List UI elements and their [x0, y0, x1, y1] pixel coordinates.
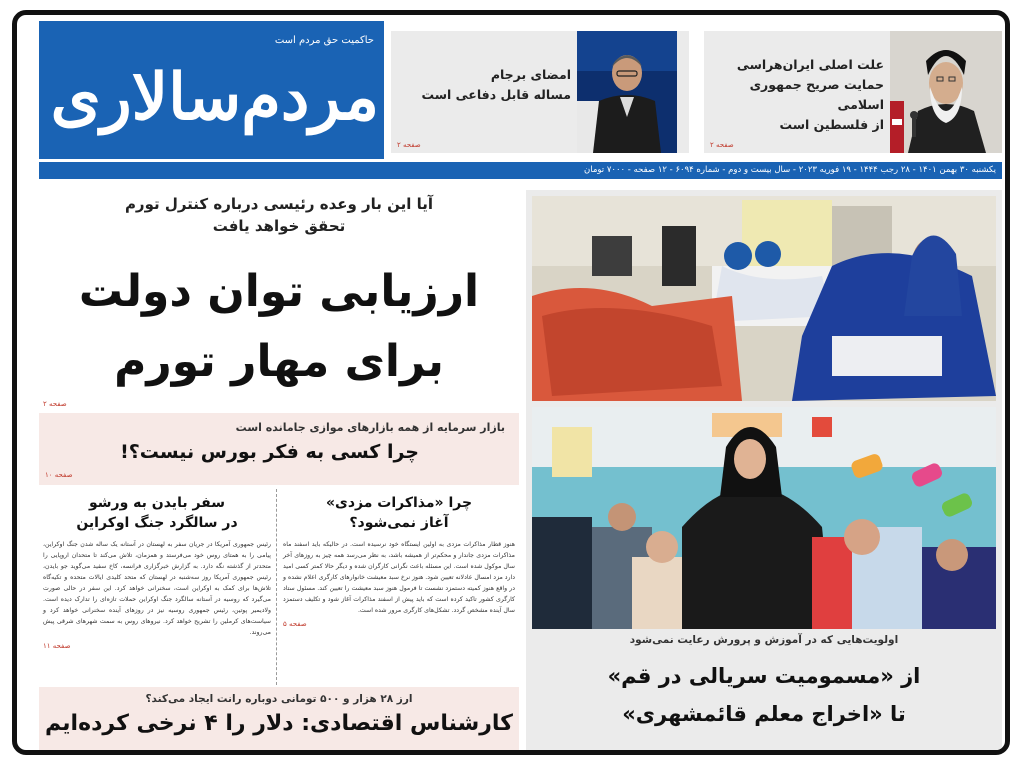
lead-headline[interactable]	[39, 257, 519, 397]
lead-kicker-line-2: تحقق خواهد یافت	[212, 217, 346, 235]
wage-page-ref: صفحه ۵	[283, 620, 307, 628]
biden-story[interactable]	[43, 493, 271, 650]
teaser-jcpoa-page-ref: صفحه ۲	[397, 141, 421, 149]
wage-story[interactable]	[283, 493, 515, 628]
photo-story-title-line-1: از «مسمومیت سریالی در قم»	[607, 664, 921, 688]
photo-story-title[interactable]	[532, 657, 996, 733]
teaser-jcpoa-line-2: مساله قابل دفاعی است	[421, 87, 571, 102]
column-divider	[276, 489, 277, 685]
classroom-photo	[532, 407, 996, 629]
bourse-title: چرا کسی به فکر بورس نیست؟!	[120, 441, 419, 463]
wage-title-line-2: آغاز نمی‌شود؟	[349, 515, 449, 531]
photo-story-title-line-2: تا «اخراج معلم قائمشهری»	[622, 702, 906, 726]
biden-title-line-2: در سالگرد جنگ اوکراین	[76, 515, 238, 531]
dateline-bar: یکشنبه ۳۰ بهمن ۱۴۰۱ - ۲۸ رجب ۱۴۴۴ - ۱۹ فوریه ۲۰۲۳ - سال بیست و دوم - شماره ۶۰۹۴ - ۱۲ صفحه - ۷۰۰۰ تومان	[39, 162, 1002, 179]
lead-headline-line-2: برای مهار تورم	[114, 336, 444, 387]
bourse-story[interactable]	[39, 413, 519, 485]
wage-title	[283, 493, 515, 533]
teaser-leader[interactable]	[704, 31, 1002, 153]
teaser-leader-page-ref: صفحه ۲	[710, 141, 734, 149]
masthead-logo-box[interactable]	[39, 21, 384, 159]
dollar-title: کارشناس اقتصادی: دلار را ۴ نرخی کرده‌ایم	[45, 711, 513, 736]
biden-title-line-1: سفر بایدن به ورشو	[88, 495, 226, 511]
teaser-jcpoa[interactable]	[391, 31, 689, 153]
masthead-tagline: حاکمیت حق مردم است	[274, 35, 374, 46]
teaser-leader-line-3: از فلسطین است	[779, 117, 884, 132]
bourse-page-ref: صفحه ۱۰	[45, 471, 73, 479]
dollar-kicker: ارز ۲۸ هزار و ۵۰۰ تومانی دوباره رانت ایجاد می‌کند؟	[145, 693, 413, 705]
teaser-jcpoa-text	[411, 65, 571, 105]
teaser-leader-line-2: حمایت صریح جمهوری اسلامی	[749, 77, 884, 112]
teaser-jcpoa-photo	[577, 31, 677, 153]
lead-kicker-line-1: آیا این بار وعده رئیسی درباره کنترل تورم	[124, 195, 434, 213]
dollar-story[interactable]	[39, 687, 519, 753]
wage-title-line-1: چرا «مذاکرات مزدی»	[325, 495, 473, 511]
biden-title	[43, 493, 271, 533]
masthead-logo: مردم‌سالاری	[50, 60, 379, 135]
teaser-leader-line-1: علت اصلی ایران‌هراسی	[736, 57, 884, 72]
photo-story-kicker: اولویت‌هایی که در آموزش و پرورش رعایت نمی‌شود	[629, 634, 899, 646]
lead-headline-line-1: ارزیابی توان دولت	[78, 266, 480, 317]
biden-body: رئیس جمهوری آمریکا در جریان سفر به لهستان در آستانه یک ساله شدن جنگ اوکراین، پیامی را به همتای روس خود می‌فرستد و همزمان، تلاش می‌کند تا متحدان اروپایی را متحدتر از گذشته نگه دارد. به گزارش خبرگزاری فرانسه، کاخ سفید می‌گوید جو بایدن، رئیس جمهوری آمریکا روز سه‌شنبه در لهستان که متحد کلیدی ایالات متحده و تکیه‌گاه تلاش‌ها برای کمک به اوکراین است، سخنرانی خواهد کرد. این سفر در حالی صورت می‌گیرد که روسیه در آستانه سالگرد جنگ اوکراین حملات تازه‌ای را تدارک دیده است. ولادیمیر پوتین، رئیس جمهوری روسیه نیز در روزهای آینده سخنرانی خواهد کرد و سیاست‌های کرملین را تشریح خواهد کرد. نیروهای روس به سمت شهرهای شرقی پیش می‌روند.	[43, 541, 271, 636]
bourse-kicker: بازار سرمایه از همه بازارهای موازی جامانده است	[235, 421, 505, 434]
biden-page-ref: صفحه ۱۱	[43, 642, 71, 650]
lead-kicker	[39, 193, 519, 237]
lead-page-ref: صفحه ۲	[43, 400, 67, 408]
teaser-leader-text	[714, 55, 884, 135]
newspaper-front-page	[12, 10, 1010, 755]
teaser-leader-photo	[890, 31, 1002, 153]
wage-body: هنوز قطار مذاکرات مزدی به اولین ایستگاه خود نرسیده است. در حالیکه باید اسفند ماه مذاکرات مزدی جاندار و محکم‌تر از همیشه باشد، به نظر می‌رسد همه چیز به روزهای آخر سال موکول شده است. این مسئله باعث نگرانی کارگران شده و دیگر حالا کمتر کسی امید دارد مزد امسال عادلانه تعیین شود. هنوز نرخ سبد معیشت خانوارهای کارگری اعلام نشده و در واقع هنوز کمیته دستمزد نشست تا فرمول هنوز سبد معیشت را تعیین کند. مسئول ستاد کارگری کشور تاکید کرده است که باید پیش از اسفند مذاکرات آغاز شود و تکلیف دستمزد سال آینده مشخص گردد. تشکل‌های کارگری مرور شده است.	[283, 541, 515, 614]
hospital-photo	[532, 196, 996, 401]
teaser-jcpoa-line-1: امضای برجام	[490, 67, 571, 82]
